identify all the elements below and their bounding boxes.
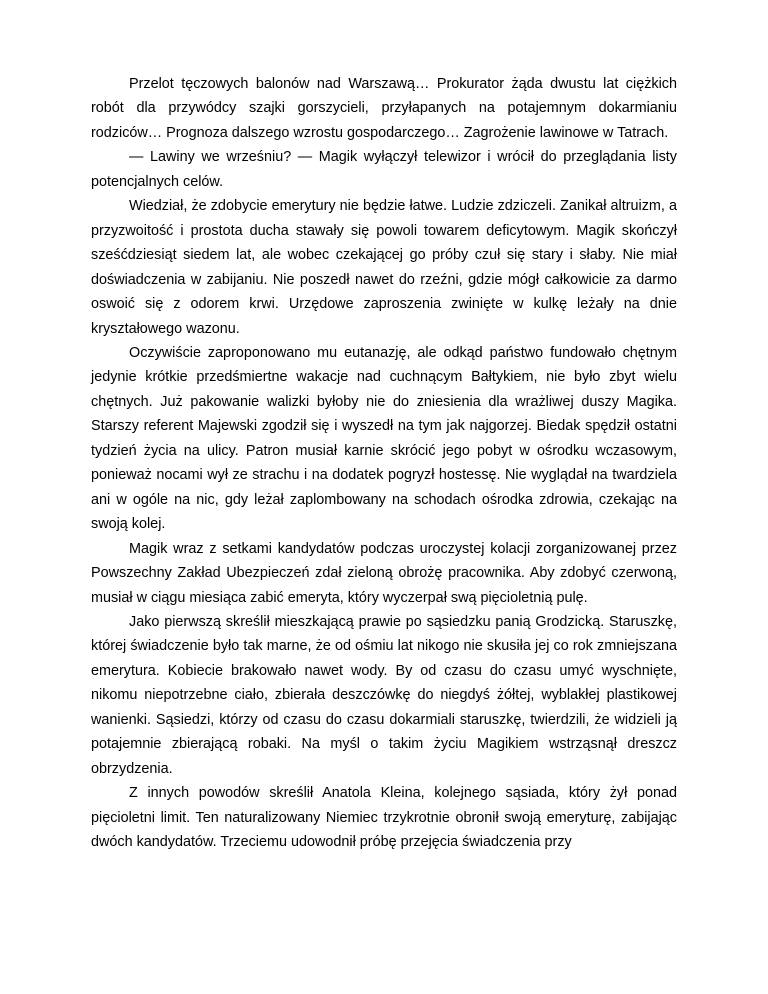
paragraph: Z innych powodów skreślił Anatola Kleina, kolejnego sąsiada, który żył ponad pięcioletni limit. Ten naturalizowany Niemiec trzykrotnie obronił swoją emeryturę, zabijając dwóch kandydatów. Trzeciemu udowodnił próbę przejęcia świadczenia przy bbox=[91, 785, 677, 851]
paragraph: Wiedział, że zdobycie emerytury nie będzie łatwe. Ludzie zdziczeli. Zanikał altruizm, a przyzwoitość i prostota ducha stawały się powoli towarem deficytowym. Magik skończył sześćdziesiąt siedem lat, ale wobec czekającej go próby czuł się stary i słaby. Nie miał doświadczenia w zabijaniu. Nie poszedł nawet do rzeźni, gdzie mógł całkowicie za darmo oswoić się z odorem krwi. Urzędowe zaproszenia zwinięte w kulkę leżały na dnie kryształowego wazonu. bbox=[91, 198, 677, 337]
body-text bbox=[91, 72, 677, 855]
paragraph: Przelot tęczowych balonów nad Warszawą… Prokurator żąda dwustu lat ciężkich robót dla przywódcy szajki gorszycieli, przyłapanych na potajemnym dokarmianiu rodziców… Prognoza dalszego wzrostu gospodarczego… Zagrożenie lawinowe w Tatrach. bbox=[91, 76, 677, 141]
paragraph: — Lawiny we wrześniu? — Magik wyłączył telewizor i wrócił do przeglądania listy potencjalnych celów. bbox=[91, 149, 677, 190]
paragraph: Jako pierwszą skreślił mieszkającą prawie po sąsiedzku panią Grodzicką. Staruszkę, której świadczenie było tak marne, że od ośmiu lat nikogo nie skusiła jej co rok zmniejszana emerytura. Kobiecie brakowało nawet wody. By od czasu do czasu umyć wyschnięte, nikomu niepotrzebne ciało, zbierała deszczówkę do niegdyś żółtej, wyblakłej plastikowej wanienki. Sąsiedzi, którzy od czasu do czasu dokarmiali staruszkę, twierdzili, że widzieli ją potajemnie zbierającą robaki. Na myśl o takim życiu Magikiem wstrząsnął dreszcz obrzydzenia. bbox=[91, 613, 677, 777]
paragraph: Magik wraz z setkami kandydatów podczas uroczystej kolacji zorganizowanej przez Powszechny Zakład Ubezpieczeń zdał zieloną obrożę pracownika. Aby zdobyć czerwoną, musiał w ciągu miesiąca zabić emeryta, który wyczerpał swą pięcioletnią pulę. bbox=[91, 540, 677, 606]
paragraph: Oczywiście zaproponowano mu eutanazję, ale odkąd państwo fundowało chętnym jedynie krótkie przedśmiertne wakacje nad cuchnącym Bałtykiem, nie było zbyt wielu chętnych. Już pakowanie walizki byłoby nie do zniesienia dla wrażliwej duszy Magika. Starszy referent Majewski zgodził się i wyszedł na tym jak najgorzej. Biedak spędził ostatni tydzień życia na ulicy. Patron musiał karnie skrócić jego pobyt w ośrodku wczasowym, ponieważ nocami wył ze strachu i na dodatek pogryzł hostessę. Nie wyglądał na twardziela ani w ogóle na nic, gdy leżał zaplombowany na schodach ośrodka zdrowia, czekając na swoją kolej. bbox=[91, 344, 677, 533]
